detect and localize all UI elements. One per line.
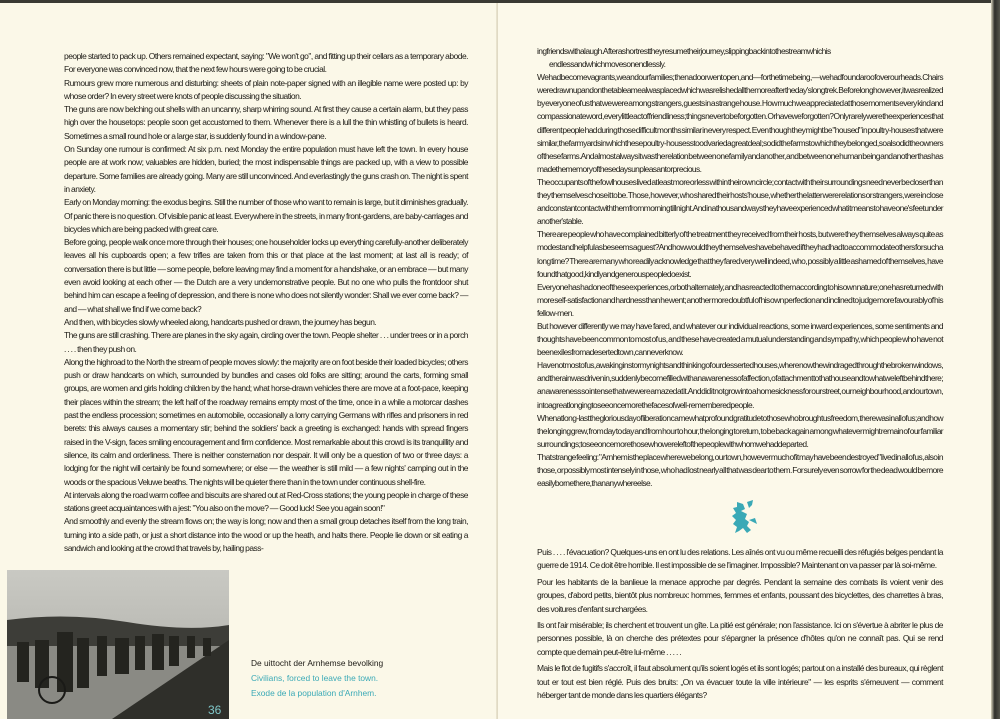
paragraph: Early on Monday morning: the exodus begins. Still the number of those who want to remain is large, but it diminishes gradually. Of panic there is no question. Of visible panic at least. Everywhere in the streets, in many front-gardens, are baby-carriages and bicycles which are being packed with great care.	[64, 197, 468, 234]
left-page-text	[64, 50, 468, 555]
paragraph: Pour les habitants de la banlieue la menace approche par degrés. Pendant la semaine des combats ils voient venir des groupes, d'abord petits, bientôt plus nombreux: hommes, femmes et enfants, poussant des bicyclettes, des charrettes à bras, des voitures d'enfant surchargées.	[537, 576, 943, 614]
paragraph: The occupants of the fowlhouses lived at least more or less within their own circle; contact with their surroundings need never be closer than they themselves chose it to be. Those, however, who shared their hosts'house, whether the latter were relations or strangers, were in close and constant contact with them from morning till night. And in a thousand ways they have experienced what it means to have one's feet under another's table.	[537, 176, 943, 227]
paragraph: The guns are still crashing. There are planes in the sky again, circling over the town. People shelter . . . under trees or in a porch . . . . then they push on.	[64, 330, 468, 354]
paragraph: Before going, people walk once more through their houses; one householder locks up everything carefully-another deliberately leaves all his cupboards open; a few trifles are taken from this or that place at the last moment; at last all is ready; of conversation there is but little — some people, before leaving may find a moment for a handshake, or an embrace — but many even avoid looking at each other — the Dutch are a very undemonstrative people. But no one who pulls the frontdoor shut behind him can escape a feeling of depression, and there is none who does not silently wonder: Shall we ever come back? — and — what shall we find if we come back?	[64, 237, 468, 314]
paragraph: endless and which moves on endlessly.	[549, 59, 666, 70]
paragraph: When at long-last the glorious day of liberation came what profound gratitude to those who brought us freedom, there was in all of us; and how the longing grew, from day to day and from hour to hour, the longing to return, to be back again among whatever might remain of our familiar surroundings; to see once more those who were left of the people with whom we had departed.	[537, 412, 943, 449]
page-number: 36	[208, 703, 222, 717]
paragraph: ing friends with a laugh. After a short rest they resume their journey, slipping back into the stream which is	[537, 46, 831, 56]
paragraph: Puis . . . . l'évacuation? Quelques-uns en ont lu des relations. Les aînés ont vu ou même recueilli des réfugiés belges pendant la guerre de 1914. Ce doit être horrible. Il est impossible de se l'imaginer. Impossible? Maintenant on va passer par là soi-même.	[537, 547, 943, 571]
paragraph: We had become vagrants, we and our families; then a door went open, and — for the time being, — we had found a roof over our heads. Chairs were drawn up and on the table a meal was placed which was relished all the more after the day's long trek. Before long however, it was realized by everyone of us that we were among strangers, guests in a strange house. How much we appreciated at those moments every kind and compassionate word, every little act of friendliness; things never to be forgotten. Or have we forgotten? Only rarely were the experiences that different people had during those difficult months similar in every respect. Even though they might be "housed" in poultry-houses that were similar, the farmyards in which these poultry-houses stood varied a great deal; so did the farms to which they belonged, so also did the owners of these farms. And almost always it was the relation between one family and another, and between one human being and another thas has made the memory of these days unpleasant or precious.	[537, 72, 943, 174]
caption-french: Exode de la population d'Arnhem.	[251, 688, 377, 698]
top-edge	[0, 0, 1000, 3]
paragraph: On Sunday one rumour is confirmed: At six p.m. next Monday the entire population must have left the town. In every house people are at work now; valuables are hidden, buried; the most indispensable things are packed up, with a view to possible departure. Some families are already going. Many are still unconvinced. And everlastingly the guns crash on. The night is spent in anxiety.	[64, 144, 468, 194]
right-page-text	[537, 45, 943, 490]
paragraph: Ils ont l'air misérable; ils cherchent et trouvent un gîte. La pitié est générale; non l'assistance. Ici on s'évertue à abriter le plus de personnes possible, là on cherche des prétextes pour s'épargner la présence d'hôtes qu'on ne connaît pas. Qui se rend compte que demain peut-être lui-même . . . . .	[537, 620, 943, 657]
paragraph: Mais le flot de fugitifs s'accroît, il faut absolument qu'ils soient logés et ils sont logés; partout on a installé des bureaux, qui règlent tout er tout est bien réglé. Puis des bruits: „On va évacuer toute la ville intérieure" — les esprits s'émeuvent — comment héberger tant de monde dans les quartiers élégants?	[537, 663, 943, 701]
paragraph: Everyone has had one of these experiences, or both alternately, and has reacted to them according to his own nature; one has returned with more self-satisfaction and hardness than he went; another more doubtful of his own perfection and inclined to judge more favourably of his fellow-men.	[537, 281, 943, 318]
caption-dutch: De uittocht der Arnhemse bevolking	[251, 658, 384, 668]
photo-caption	[251, 656, 383, 701]
evacuation-photo	[7, 570, 229, 719]
paragraph: And then, with bicycles slowly wheeled along, handcarts pushed or drawn, the journey has begun.	[64, 316, 377, 327]
paragraph: Along the highroad to the North the stream of people moves slowly: the majority are on foot beside their loaded bicycles; others push or draw handcarts on which, surrounded by bundles and cases old folks are sitting; around the carts, forming small groups, are women and girls holding children by the hand; what horse-drawn vehicles there are move at a foot-pace, keeping their places within the stream; the left half of the roadway remains empty most of the time, once in a while a motorcar dashes past the endless procession; sometimes en automobile, occasionally a lorry carrying Germans with rifles and prisoners in red berets: this always causes a momentary stir; behind the soldiers' back a greeting is exchanged: hands with spread fingers raised in the V-sign, faces smiling encouragement and firm confidence. Most remarkable about this crowd is its tranquillity and silence, its calm and orderliness. There is neither consternation nor despair. It will only be a question of two or three days: a lodging for the night will certainly be found somewhere; or else — the weather is still mild — a few nights' camping out in the woods or the spacious Veluwe beaths. The nights will be quieter there than in the town under continuous shell-fire.	[64, 356, 468, 487]
french-text	[537, 546, 943, 705]
paragraph: Have not most of us, awaking in stormy nights and thinking of our desserted houses, where now the wind raged through the broken windows, and the rain was driven in, suddenly become filled with an awareness of affection, of attachment to that house and to what we left behind there; an awareness so intense that we were amazed at it. And did it not grow into a homesickness for our street, our neighbourhood, and our town, into a great longing to see once more the faces of well-remembered people.	[537, 360, 943, 410]
caption-english: Civilians, forced to leave the town.	[251, 673, 379, 683]
paragraph: The guns are now belching out shells with an uncanny, sharp whirring sound. At first they cause a certain alarm, but they pass high over the housetops: people soon get accustomed to them. Whenever there is a lull the thin whistling of bullets is heard. Sometimes a small round hole or a large star, is suddenly found in a window-pane.	[64, 104, 468, 141]
paragraph: But however differently we may have fared, and whatever our individual reactions, some inward experiences, some sentiments and thoughts have been common to most of us, and these have created a mutual understanding and sympathy, which people who have not been exiles from a deserted town, can never know.	[537, 320, 943, 358]
paragraph: people started to pack up. Others remained expectant, saying: "We won't go", and fitting up their cellars as a temporary abode. For everyone was convinced now, that the next few hours were going to be crucial.	[64, 51, 468, 75]
paragraph: And smoothly and evenly the stream flows on; the way is long; now and then a small group detaches itself from the long train, turning into a side path, or just a short distance into the wood or up the heath, and halts there. People lie down or sit eating a sandwich and looking at the crowd that travels by, hailing pass-	[64, 516, 468, 553]
lion-emblem-icon	[727, 500, 759, 534]
paragraph: Rumours grew more numerous and disturbing: sheets of plain note-paper signed with an illegible name were posted up: by whose order? In every street were knots of people discussing the situation.	[64, 77, 468, 101]
right-edge	[991, 0, 1000, 719]
paragraph: That strange feeling: "Arnhem is the place where we belong, our town, however much of it may have been destroyed" lived in all of us, also in those, or possibly most intensely in those, who had lost nearly all that was dear to them. For surely even sorrow for the dead would be more easily borne there, than anywhere else.	[537, 451, 943, 489]
paragraph: At intervals along the road warm coffee and biscuits are shared out at Red-Cross stations; the young people in charge of these stations greet acquaintances with a jest: "You also on the move? — Good luck! See you again soon!"	[64, 489, 468, 514]
book-spine	[496, 0, 498, 719]
paragraph: There are people who have complained bitterly of the treatment they received from their hosts, but were they themselves always quite as modest and helpful as beseems a guest? And how would they themselves have behaved if they had had to accommodate others for such a long time? There are many who readily acknowledge that they fared very well indeed, who, possibly a little ashamed of themselves, have found that good, kindly and generous people do exist.	[537, 229, 943, 279]
